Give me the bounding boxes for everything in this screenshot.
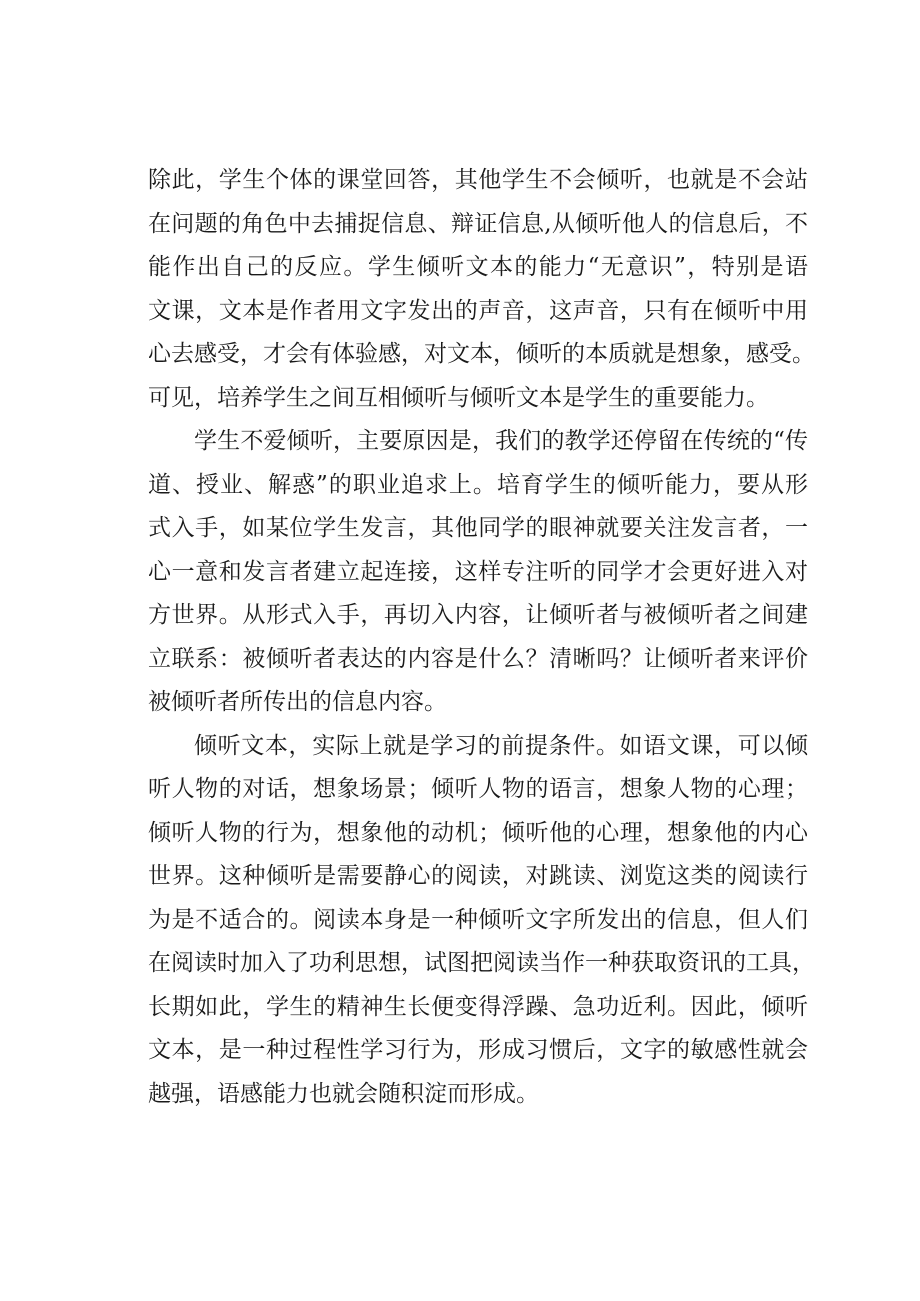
paragraph-2 bbox=[148, 420, 808, 725]
text-line: 世界。这种倾听是需要静心的阅读，对跳读、浏览这类的阅读行 bbox=[148, 863, 808, 889]
text-line: 倾听文本，实际上就是学习的前提条件。如语文课，可以倾 bbox=[194, 732, 808, 759]
text-line: 文本，是一种过程性学习行为，形成习惯后，文字的敏感性就会 bbox=[148, 1037, 808, 1063]
text-line: 心去感受，才会有体验感，对文本，倾听的本质就是想象，感受。 bbox=[148, 341, 815, 367]
text-line: 越强，语感能力也就会随积淀而形成。 bbox=[148, 1080, 539, 1107]
text-line: 为是不适合的。阅读本身是一种倾听文字所发出的信息，但人们 bbox=[148, 906, 808, 933]
text-line: 式入手，如某位学生发言，其他同学的眼神就要关注发言者，一 bbox=[148, 515, 808, 541]
text-line: 道、授业、解惑”的职业追求上。培育学生的倾听能力，要从形 bbox=[148, 471, 808, 498]
text-line: 在阅读时加入了功利思想，试图把阅读当作一种获取资讯的工具， bbox=[148, 950, 815, 976]
text-line: 听人物的对话，想象场景；倾听人物的语言，想象人物的心理； bbox=[148, 776, 808, 802]
text-line: 文课，文本是作者用文字发出的声音，这声音，只有在倾听中用 bbox=[148, 297, 808, 324]
text-line: 心一意和发言者建立起连接，这样专注听的同学才会更好进入对 bbox=[148, 558, 808, 585]
text-line: 被倾听者所传出的信息内容。 bbox=[148, 689, 447, 715]
text-line: 方世界。从形式入手，再切入内容，让倾听者与被倾听者之间建 bbox=[148, 602, 808, 628]
text-line: 除此，学生个体的课堂回答，其他学生不会倾听，也就是不会站 bbox=[148, 167, 808, 193]
text-line: 在问题的角色中去捕捉信息、辩证信息,从倾听他人的信息后，不 bbox=[148, 210, 808, 237]
text-line: 倾听人物的行为，想象他的动机；倾听他的心理，想象他的内心 bbox=[148, 819, 808, 846]
paragraph-3 bbox=[148, 725, 815, 1117]
body-text bbox=[148, 159, 815, 1116]
text-line: 能作出自己的反应。学生倾听文本的能力“无意识”，特别是语 bbox=[148, 254, 808, 280]
text-line: 长期如此，学生的精神生长便变得浮躁、急功近利。因此，倾听 bbox=[148, 993, 808, 1020]
text-line: 立联系：被倾听者表达的内容是什么？清晰吗？让倾听者来评价 bbox=[148, 645, 808, 672]
text-line: 可见，培养学生之间互相倾听与倾听文本是学生的重要能力。 bbox=[148, 384, 769, 411]
text-line: 学生不爱倾听，主要原因是，我们的教学还停留在传统的“传 bbox=[194, 428, 808, 454]
paragraph-1 bbox=[148, 159, 815, 420]
